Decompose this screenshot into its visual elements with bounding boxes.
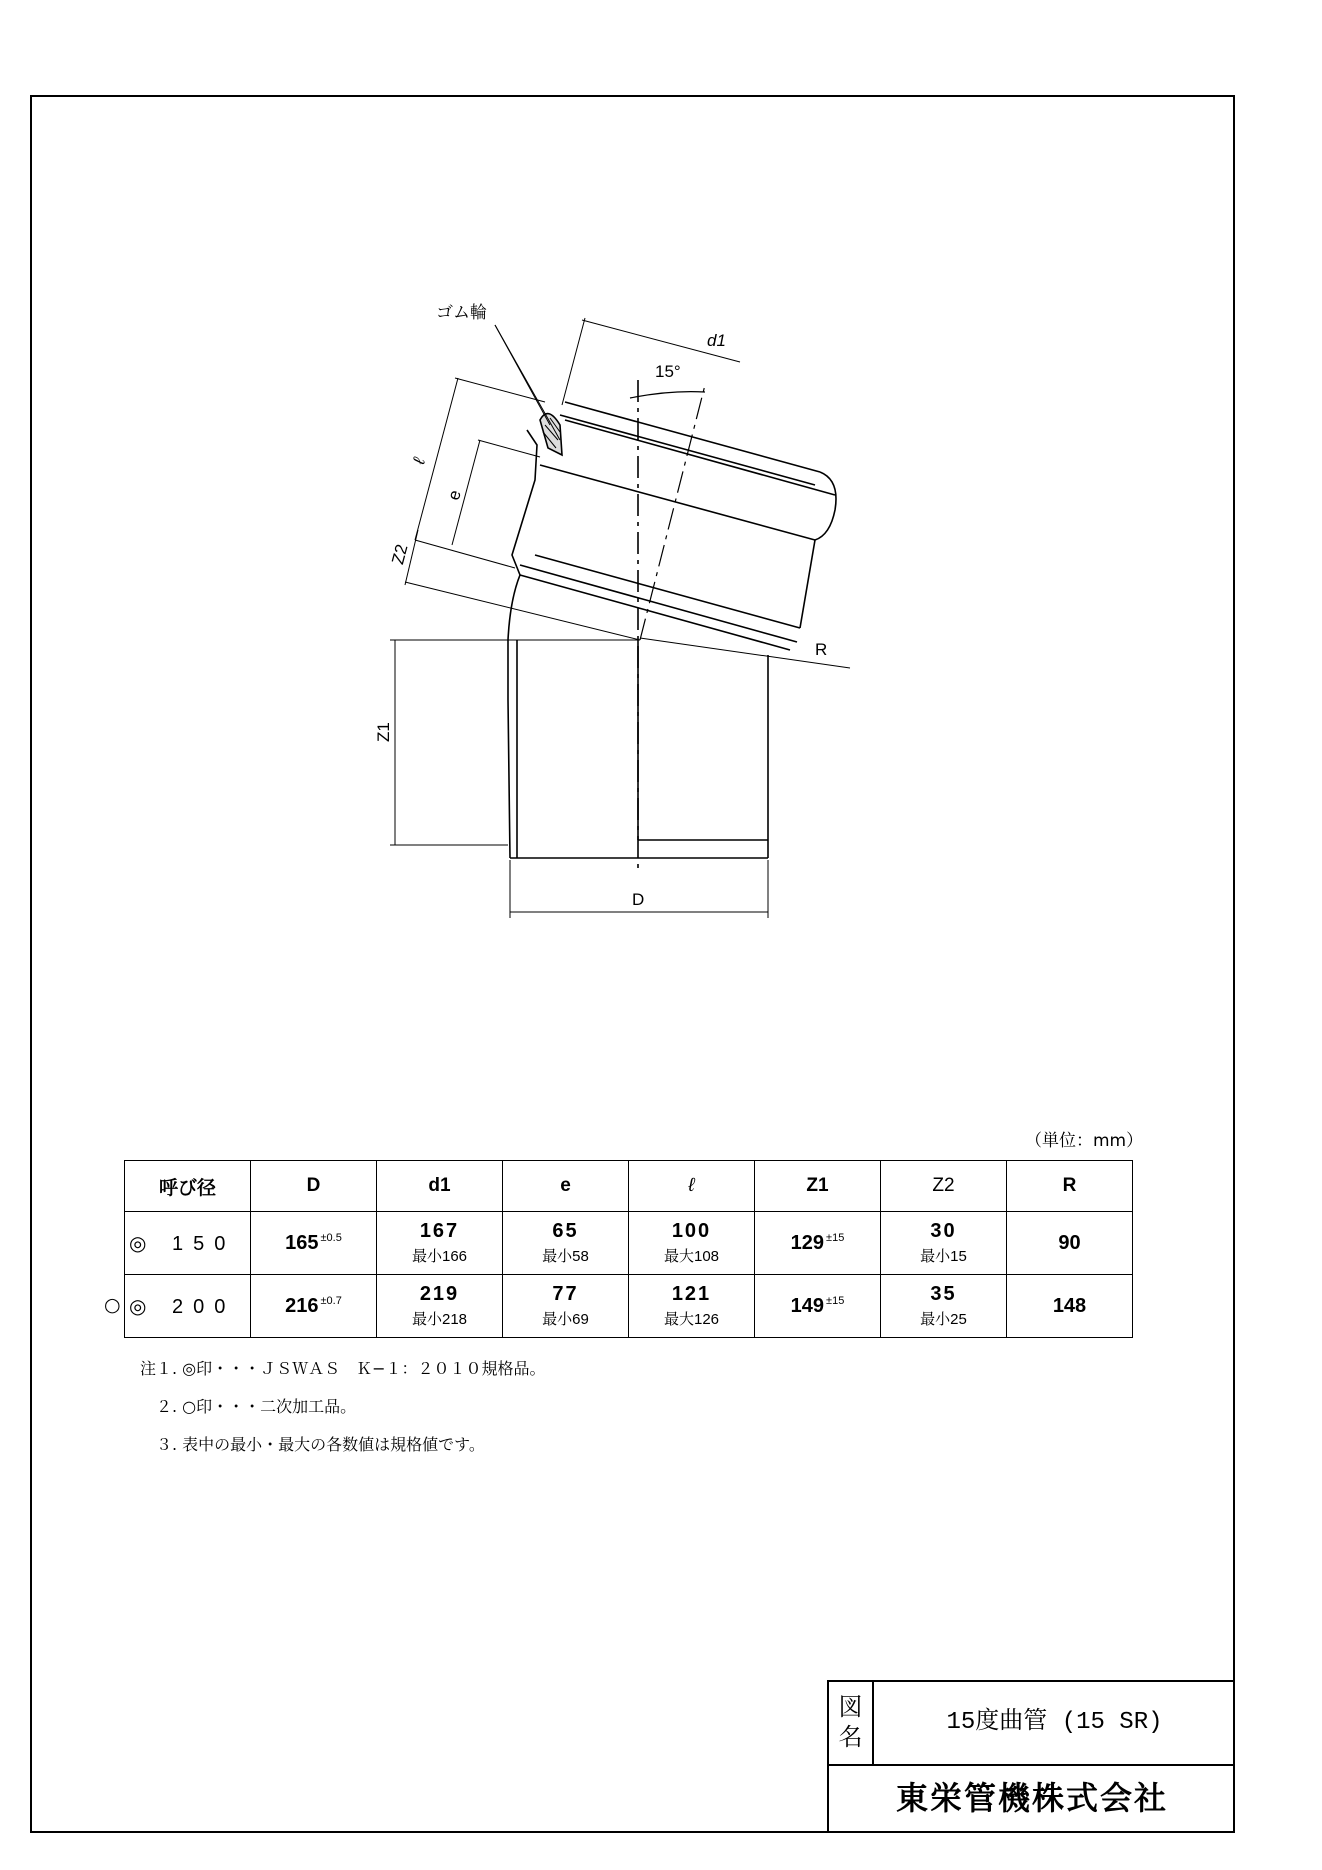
note-1: 注１. ◎印・・・ＪＳＷＡＳ Ｋ−１：２０１０規格品。 <box>140 1359 546 1378</box>
secondary-processing-mark: ○ <box>104 1294 121 1316</box>
table-row <box>125 1212 1133 1275</box>
cell-z1 <box>755 1212 881 1275</box>
d-value: 216 <box>285 1294 319 1317</box>
header-l: ℓ <box>629 1161 755 1212</box>
cell-e <box>503 1275 629 1338</box>
angle-arc <box>630 392 705 398</box>
socket-top-2 <box>565 402 820 472</box>
title-block <box>827 1680 1235 1833</box>
l-value: 121 <box>671 1283 712 1305</box>
cell-nominal: ◎ 200 <box>125 1275 251 1338</box>
header-d: D <box>251 1161 377 1212</box>
d1-sub: 最小218 <box>411 1311 468 1328</box>
cell-d1 <box>377 1212 503 1275</box>
label-l: ℓ <box>409 455 430 467</box>
cell-d1 <box>377 1275 503 1338</box>
e-ext-top <box>478 440 540 457</box>
z1-tolerance: ±15 <box>826 1231 845 1244</box>
e-value: 65 <box>552 1220 579 1242</box>
header-e: e <box>503 1161 629 1212</box>
z2-value: 35 <box>930 1283 957 1305</box>
l-sub: 最大108 <box>663 1248 720 1265</box>
header-nominal: 呼び径 <box>125 1161 251 1212</box>
title-row <box>829 1682 1235 1766</box>
z1-tolerance: ±15 <box>826 1294 845 1307</box>
unit-label: （単位：mm） <box>1025 1131 1144 1151</box>
cell-l <box>629 1212 755 1275</box>
d1-sub: 最小166 <box>411 1248 468 1265</box>
socket-top-1 <box>560 415 815 485</box>
label-z2: Z2 <box>388 542 412 567</box>
z2-ext <box>415 540 515 568</box>
socket-inner-bottom <box>520 565 797 642</box>
d1-ext-1 <box>562 318 585 405</box>
l-value: 100 <box>671 1220 712 1242</box>
cell-nominal: ◎ 150 <box>125 1212 251 1275</box>
d1-value: 219 <box>419 1283 460 1305</box>
z2-sub: 最小15 <box>920 1248 967 1265</box>
rubber-ring-leader-2 <box>495 325 560 440</box>
e-sub: 最小69 <box>542 1311 589 1328</box>
socket-top-3 <box>565 420 835 495</box>
cell-z2 <box>881 1212 1007 1275</box>
label-e: e <box>444 488 465 503</box>
socket-end-face <box>800 540 815 628</box>
z2-ext-bottom <box>405 582 640 640</box>
cell-d <box>251 1275 377 1338</box>
label-d: D <box>632 890 645 909</box>
cell-r: 148 <box>1007 1275 1133 1338</box>
d1-value: 167 <box>419 1220 460 1242</box>
cell-l <box>629 1275 755 1338</box>
z1-value: 149 <box>790 1294 825 1317</box>
label-rubber-ring: ゴム輪 <box>436 303 487 322</box>
label-r: R <box>815 640 828 659</box>
e-value: 77 <box>552 1283 579 1305</box>
z2-sub: 最小25 <box>920 1311 967 1328</box>
header-r: R <box>1007 1161 1133 1212</box>
l-sub: 最大126 <box>663 1311 720 1328</box>
d-tolerance: ±0.7 <box>320 1294 342 1307</box>
e-sub: 最小58 <box>542 1248 589 1265</box>
company-name: 東栄管機株式会社 <box>895 1779 1168 1817</box>
cell-z2 <box>881 1275 1007 1338</box>
table-row <box>125 1275 1133 1338</box>
label-z1: Z1 <box>374 722 393 742</box>
z1-value: 129 <box>790 1231 825 1254</box>
header-d1: d1 <box>377 1161 503 1212</box>
z2-value: 30 <box>930 1220 957 1242</box>
socket-mid <box>540 465 815 540</box>
cell-e <box>503 1212 629 1275</box>
socket-end <box>815 472 836 540</box>
socket-outer-bottom <box>520 575 790 650</box>
spec-table <box>124 1160 1133 1338</box>
d-value: 165 <box>285 1231 319 1254</box>
centerline-angled <box>640 385 705 640</box>
header-z1: Z1 <box>755 1161 881 1212</box>
header-z2: Z2 <box>881 1161 1007 1212</box>
note-3: ３. 表中の最小・最大の各数値は規格値です。 <box>140 1435 485 1454</box>
cell-d <box>251 1212 377 1275</box>
cell-z1 <box>755 1275 881 1338</box>
cell-r: 90 <box>1007 1212 1133 1275</box>
label-angle: 15° <box>655 362 681 381</box>
note-2: ２. ○印・・・二次加工品。 <box>140 1397 357 1416</box>
drawing-title: 15度曲管 (15 SR) <box>946 1709 1163 1736</box>
table-header-row <box>125 1161 1133 1212</box>
notes <box>140 1350 546 1464</box>
pipe-outline-left <box>508 430 537 858</box>
label-d1: d1 <box>707 331 726 350</box>
title-label: 図名 <box>829 1682 874 1764</box>
d-tolerance: ±0.5 <box>320 1231 342 1244</box>
socket-step <box>535 555 800 628</box>
